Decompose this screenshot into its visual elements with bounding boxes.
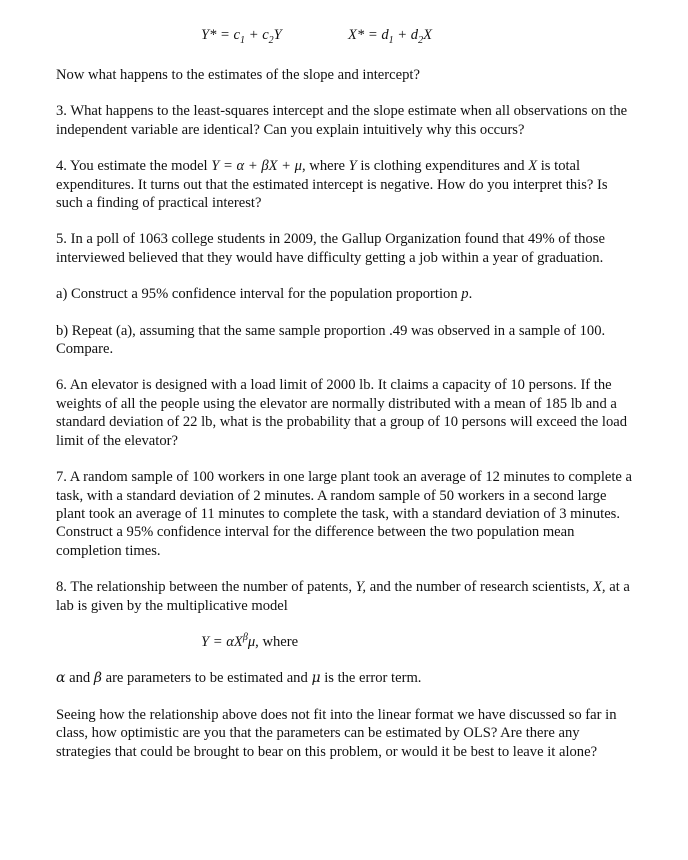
q8-y: Y,: [355, 579, 367, 596]
model-lhs: Y = αX: [201, 633, 243, 650]
q4-post: is total expenditures. It turns out that the estimated intercept is negative. How do you interpret this? Is such a finding of practical interest?: [56, 158, 608, 212]
q8-post: at a lab is given by the multiplicative model: [56, 579, 630, 614]
eq2-mid: + d: [393, 27, 419, 43]
alpha-symbol: α: [56, 670, 66, 687]
question-6: 6. An elevator is designed with a load limit of 2000 lb. It claims a capacity of 10 persons. If the weights of all the people using the elevator are normally distributed with a mean of 185 lb and a standard deviation of 22 lb, what is the probability that a group of 10 persons will exceed the load limit of the elevator?: [56, 377, 628, 449]
q5a-var: p: [461, 286, 469, 303]
q8-x: X,: [593, 579, 606, 596]
parameters-line: [56, 669, 636, 687]
eq1-rhs: Y: [273, 27, 282, 43]
q5a-pre: a) Construct a 95% confidence interval for the population proportion: [56, 286, 462, 303]
question-7: 7. A random sample of 100 workers in one large plant took an average of 12 minutes to complete a task, with a standard deviation of 2 minutes. A random sample of 50 workers in a second large plant took an average of 11 minutes to complete the task, with a standard deviation of 3 minutes. Construct a 95% confidence interval for the difference between the two population mean completion times.: [56, 469, 633, 559]
eq2-lhs: X* = d: [348, 27, 389, 43]
eq2-sub2: 2: [418, 34, 424, 46]
intro-question: Now what happens to the estimates of the slope and intercept?: [56, 67, 420, 83]
eq1-lhs: Y* = c: [201, 27, 241, 43]
q4-mid2: is clothing expenditures and: [356, 158, 529, 175]
question-8: [56, 578, 636, 615]
question-5: 5. In a poll of 1063 college students in 2009, the Gallup Organization found that 49% of those interviewed believed that they would have difficulty getting a job within a year of graduation.: [56, 231, 605, 266]
model-rhs: μ: [247, 633, 256, 650]
question-5a: [56, 285, 636, 303]
q4-y: Y: [348, 158, 357, 175]
q4-x: X: [528, 158, 538, 175]
params-and: and: [65, 670, 94, 687]
multiplicative-model: [201, 633, 636, 651]
closing-question: Seeing how the relationship above does not fit into the linear format we have discussed so far in class, how optimistic are you that the parameters can be estimated by OLS? Are there any strategies that could be brought to bear on this problem, or would it be best to leave it alone?: [56, 706, 617, 760]
q5a-post: .: [468, 286, 473, 303]
eq2-rhs: X: [423, 27, 433, 43]
eq2-sub1: 1: [388, 34, 394, 46]
q4-mid1: , where: [302, 158, 349, 175]
question-5b: b) Repeat (a), assuming that the same sample proportion .49 was observed in a sample of 100. Compare.: [56, 322, 606, 358]
q8-pre: 8. The relationship between the number of patents,: [56, 579, 356, 596]
beta-symbol: β: [93, 670, 102, 687]
eq1-mid: + c: [245, 27, 269, 43]
equation-y-star: [201, 26, 282, 44]
model-tail: , where: [255, 633, 299, 650]
q4-pre: 4. You estimate the model: [56, 158, 212, 175]
params-mid: are parameters to be estimated and: [101, 670, 312, 687]
eq1-sub2: 2: [268, 34, 274, 46]
model-sup: β: [242, 632, 248, 644]
eq1-sub1: 1: [240, 34, 246, 46]
question-4: [56, 157, 636, 212]
document-page: [56, 26, 636, 779]
equation-x-star: [348, 26, 432, 44]
q4-model: Y = α + βX + μ: [211, 158, 302, 175]
equation-row: [56, 26, 636, 48]
params-post: is the error term.: [320, 670, 422, 687]
q8-mid: and the number of research scientists,: [366, 579, 594, 596]
mu-symbol: μ: [311, 670, 321, 687]
question-3: 3. What happens to the least-squares intercept and the slope estimate when all observations on the independent variable are identical? Can you explain intuitively why this occurs?: [56, 103, 628, 138]
